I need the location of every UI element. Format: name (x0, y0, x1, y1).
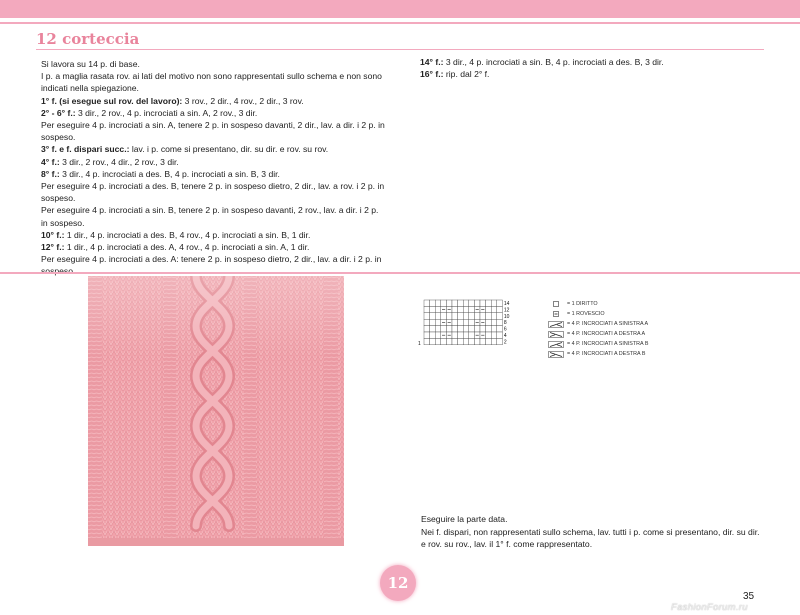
chart-cell (458, 300, 464, 306)
instructions-left-column (41, 58, 386, 278)
chart-cell (480, 338, 486, 344)
chart-cell (430, 326, 436, 332)
pattern-number-badge: 12 (380, 565, 416, 601)
instruction-row-text: 3 dir., 2 rov., 4 dir., 2 rov., 3 dir. (59, 156, 179, 167)
chart-row-number: 10 (503, 313, 510, 320)
chart-cell (446, 326, 452, 332)
chart-cell (435, 338, 441, 344)
chart-cell (486, 313, 492, 319)
instruction-row-text: 3 dir., 2 rov., 4 p. incrociati a sin. A, 2 rov., 3 dir. (75, 107, 258, 118)
chart-cell (469, 332, 475, 338)
purl-symbol-icon (548, 311, 564, 318)
chart-cell (491, 319, 497, 325)
chart-cell (497, 338, 503, 344)
legend-label: = 1 DIRITTO (567, 301, 598, 307)
legend-label: = 4 P. INCROCIATI A SINISTRA B (567, 341, 649, 347)
chart-cell (491, 326, 497, 332)
chart-cell (486, 306, 492, 312)
chart-cell (430, 313, 436, 319)
chart-cell (463, 326, 469, 332)
page-number: 35 (743, 591, 755, 602)
chart-cell (424, 300, 430, 306)
chart-cell (446, 338, 452, 344)
chart-cell (469, 319, 475, 325)
chart-cell (424, 306, 430, 312)
chart-cell (469, 306, 475, 312)
bottom-notes (421, 513, 766, 551)
instruction-row-text: I p. a maglia rasata rov. ai lati del motivo non sono rappresentati sullo schema e non sono indicati nella spiegazione. (41, 71, 382, 94)
chart-cell (435, 326, 441, 332)
chart-cell (452, 332, 458, 338)
instruction-line (41, 107, 386, 119)
instruction-row-label: 8° f.: (41, 168, 60, 179)
instruction-row-label: 3° f. e f. dispari succ.: (41, 144, 130, 155)
title-divider (36, 49, 764, 50)
instruction-line (420, 56, 760, 68)
instruction-row-text: lav. i p. come si presentano, dir. su dir. e rov. su rov. (129, 144, 329, 155)
chart-cell (469, 313, 475, 319)
cable-left-b-symbol-icon (548, 341, 564, 348)
chart-cell (474, 300, 480, 306)
chart-cell (452, 326, 458, 332)
instruction-row-text: 3 dir., 4 p. incrociati a sin. B, 4 p. incrociati a des. B, 3 dir. (443, 57, 664, 67)
instruction-row-text: 3 rov., 2 dir., 4 rov., 2 dir., 3 rov. (182, 95, 304, 106)
chart-cell (463, 332, 469, 338)
instruction-row-label: 4° f.: (41, 156, 60, 167)
chart-cell (497, 300, 503, 306)
chart-cell (474, 326, 480, 332)
chart-cell (463, 300, 469, 306)
chart-cell (474, 313, 480, 319)
chart-cell (435, 319, 441, 325)
instruction-row-text: rip. dal 2° f. (443, 69, 490, 80)
section-divider (0, 272, 800, 274)
instruction-line (41, 156, 386, 168)
instruction-line (41, 70, 386, 94)
chart-cell (463, 338, 469, 344)
chart-cell (486, 300, 492, 306)
instruction-row-label: 2° - 6° f.: (41, 107, 76, 118)
chart-cell (458, 332, 464, 338)
legend-row (548, 339, 648, 349)
chart-cell (469, 300, 475, 306)
instruction-row-label: 14° f.: (420, 57, 444, 67)
chart-legend (548, 299, 648, 359)
chart-cell (424, 338, 430, 344)
chart-cell (480, 313, 486, 319)
legend-row (548, 329, 648, 339)
cable-right-b-symbol-icon (548, 351, 564, 358)
instruction-row-label: 12° f.: (41, 242, 65, 253)
legend-row (548, 299, 648, 309)
chart-row-number: 2 (503, 339, 507, 346)
instruction-line (420, 68, 760, 80)
chart-cell (446, 300, 452, 306)
chart-cell (486, 326, 492, 332)
instruction-row-label: 10° f.: (41, 229, 65, 240)
instruction-line (41, 119, 386, 143)
top-rule (0, 22, 800, 24)
chart-cell (486, 338, 492, 344)
chart-cell (435, 313, 441, 319)
page-title: 12 corteccia (36, 30, 140, 48)
chart-cell (430, 306, 436, 312)
chart-cell (424, 326, 430, 332)
cable-right-symbol-icon (548, 331, 564, 338)
chart-cell (435, 300, 441, 306)
stitch-chart (418, 298, 512, 350)
chart-cell (491, 332, 497, 338)
watermark-text: FashionForum.ru (671, 602, 748, 613)
instruction-row-text: Per eseguire 4 p. incrociati a des. B, tenere 2 p. in sospeso dietro, 2 dir., lav. a rov. i 2 p. in sospeso. (41, 181, 385, 204)
chart-cell (463, 319, 469, 325)
chart-cell (452, 306, 458, 312)
legend-label: = 4 P. INCROCIATI A SINISTRA A (567, 321, 649, 327)
chart-cell (430, 319, 436, 325)
instruction-line (41, 168, 386, 180)
chart-cell (497, 332, 503, 338)
chart-cell (430, 300, 436, 306)
chart-cell (497, 326, 503, 332)
instruction-row-text: 3 dir., 4 p. incrociati a des. B, 4 p. incrociati a sin. B, 3 dir. (59, 168, 280, 179)
chart-cell (430, 332, 436, 338)
chart-cell (491, 300, 497, 306)
cable-left-symbol-icon (548, 321, 564, 328)
chart-row-number: 6 (503, 326, 507, 333)
knitted-swatch-photo (84, 276, 350, 552)
chart-cell (441, 300, 447, 306)
knit-symbol-icon (548, 301, 564, 308)
chart-cell (452, 319, 458, 325)
chart-cell (463, 306, 469, 312)
chart-cell (452, 338, 458, 344)
chart-cell (474, 338, 480, 344)
chart-cell (469, 326, 475, 332)
chart-cell (480, 300, 486, 306)
chart-cell (469, 338, 475, 344)
chart-cell (458, 313, 464, 319)
chart-cell (435, 306, 441, 312)
chart-cell (491, 306, 497, 312)
chart-cell (491, 313, 497, 319)
legend-label: = 1 ROVESCIO (567, 311, 605, 317)
instruction-line (41, 180, 386, 204)
top-pink-band (0, 0, 800, 18)
legend-row (548, 349, 648, 359)
chart-cell (424, 313, 430, 319)
legend-row (548, 319, 648, 329)
chart-cell (441, 313, 447, 319)
chart-cell (441, 326, 447, 332)
chart-cell (446, 313, 452, 319)
chart-row-number: 14 (503, 301, 510, 307)
instruction-row-text: Per eseguire 4 p. incrociati a sin. B, tenere 2 p. in sospeso davanti, 2 rov., lav. a dir. i 2 p. in sospeso. (41, 205, 379, 228)
chart-cell (452, 300, 458, 306)
chart-start-label: 1 (418, 340, 421, 347)
chart-cell (458, 306, 464, 312)
instruction-line (41, 229, 386, 241)
instruction-line (41, 143, 386, 155)
chart-cell (458, 319, 464, 325)
legend-label: = 4 P. INCROCIATI A DESTRA A (567, 331, 646, 337)
instruction-line (41, 95, 386, 107)
legend-label: = 4 P. INCROCIATI A DESTRA B (567, 351, 646, 357)
bottom-note-1: Eseguire la parte data. (421, 514, 508, 524)
instruction-row-label: 16° f.: (420, 69, 444, 80)
bottom-note-2: Nei f. dispari, non rappresentati sullo schema, lav. tutti i p. come si presentano, dir. su dir. e rov. su rov., lav. il 1° f. come rappresentato. (421, 526, 760, 549)
instruction-row-text: 1 dir., 4 p. incrociati a des. B, 4 rov., 4 p. incrociati a sin. B, 1 dir. (64, 229, 311, 240)
chart-cell (424, 319, 430, 325)
instruction-row-text: Per eseguire 4 p. incrociati a des. A: tenere 2 p. in sospeso dietro, 2 dir., lav. a dir. i 2 p. in (41, 254, 382, 265)
instruction-row-label: 1° f. (si esegue sul rov. del lavoro): (41, 95, 183, 106)
chart-cell (486, 319, 492, 325)
instruction-row-text: 1 dir., 4 p. incrociati a des. A, 4 rov., 4 p. incrociati a sin. A, 1 dir. (64, 242, 310, 253)
chart-cell (458, 338, 464, 344)
chart-row-number: 12 (503, 307, 510, 314)
chart-cell (435, 332, 441, 338)
instruction-row-text: Si lavora su 14 p. di base. (41, 59, 140, 69)
instructions-right-column (420, 56, 760, 80)
chart-cell (497, 306, 503, 312)
chart-cell (463, 313, 469, 319)
instruction-line (41, 241, 386, 253)
chart-cell (486, 332, 492, 338)
chart-cell (424, 332, 430, 338)
instruction-row-text: Per eseguire 4 p. incrociati a sin. A, tenere 2 p. in sospeso davanti, 2 dir., lav. a dir. i 2 p. in sospeso. (41, 120, 385, 143)
instruction-line (41, 58, 386, 70)
chart-cell (458, 326, 464, 332)
instruction-line (41, 204, 386, 228)
legend-row (548, 309, 648, 319)
chart-cell (491, 338, 497, 344)
chart-cell (480, 326, 486, 332)
chart-cell (452, 313, 458, 319)
chart-cell (497, 319, 503, 325)
chart-row-number: 8 (503, 320, 507, 327)
chart-row-number: 4 (503, 333, 507, 339)
chart-cell (441, 338, 447, 344)
chart-cell (430, 338, 436, 344)
chart-cell (497, 313, 503, 319)
